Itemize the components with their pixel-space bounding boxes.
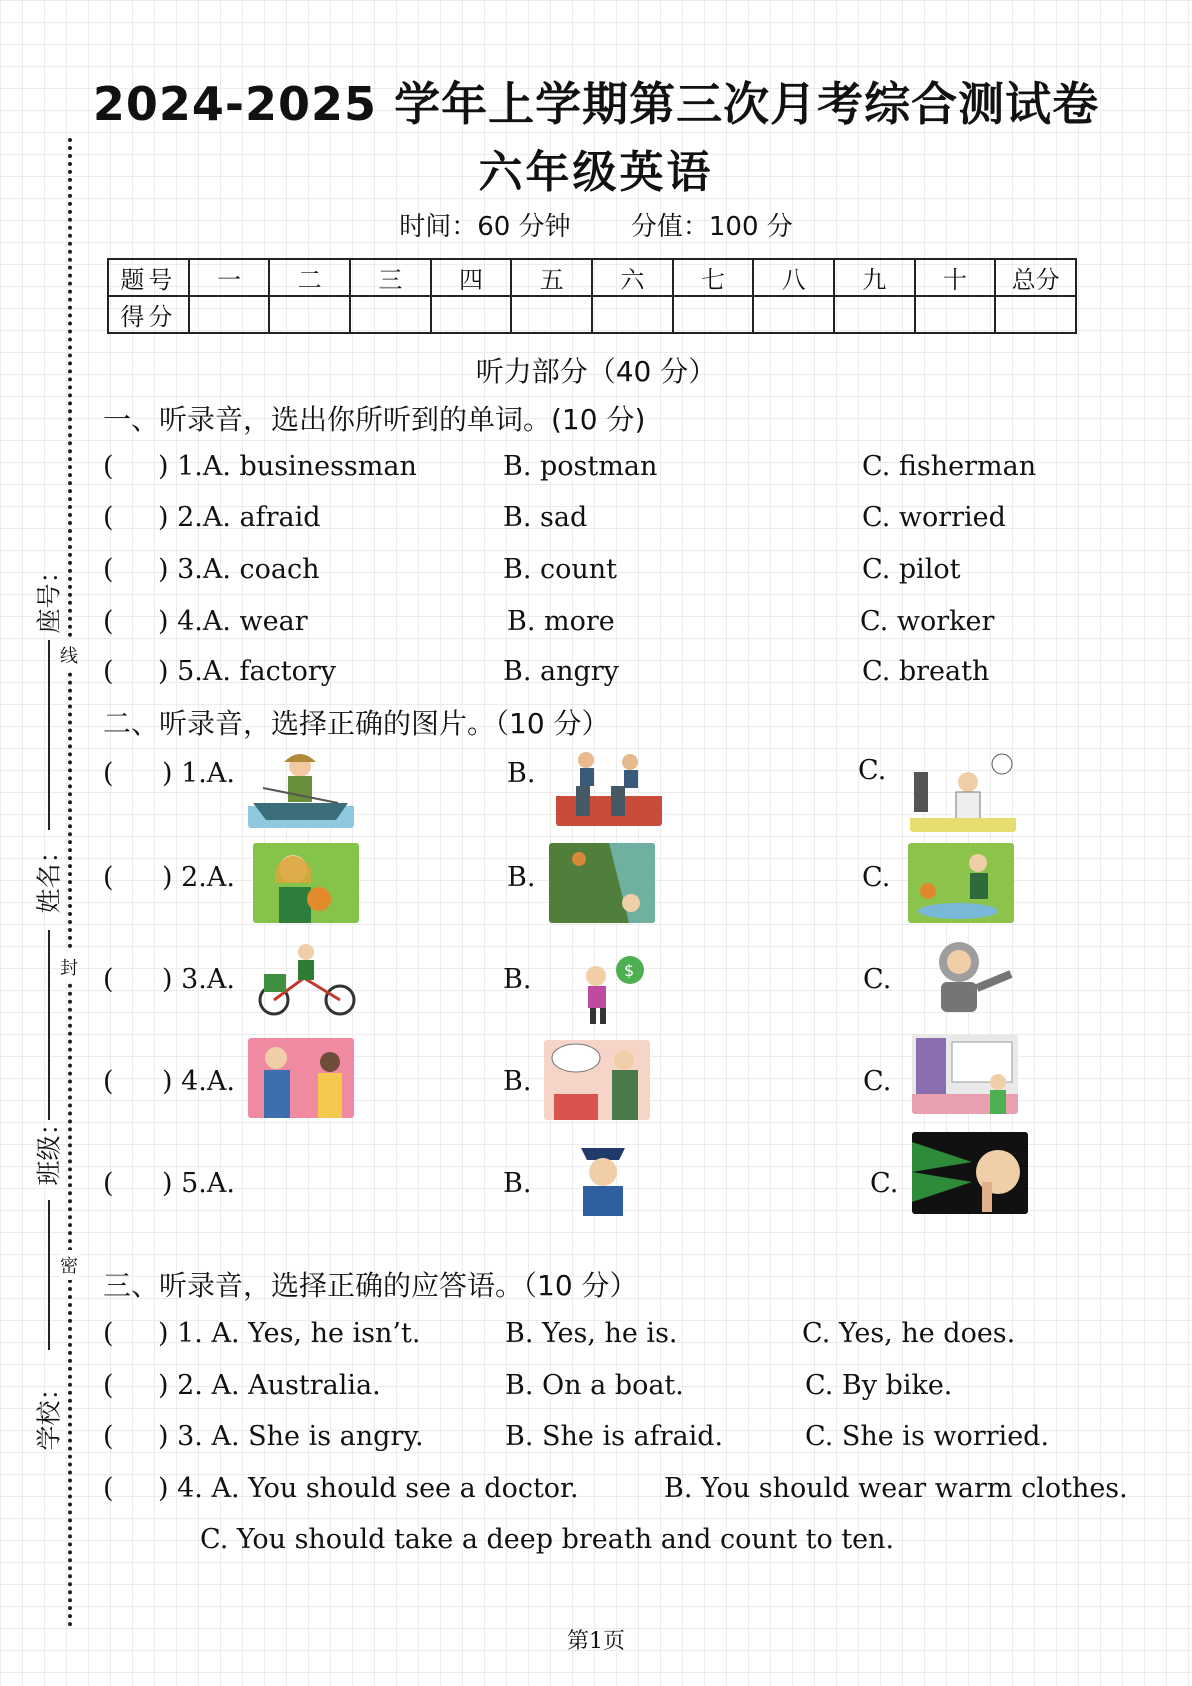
police-officer-picture[interactable] <box>555 1138 661 1218</box>
s2-q5-a: ) 5.A. <box>162 1168 235 1199</box>
s1-paren[interactable]: ( <box>103 451 114 482</box>
s1-q4-c: C. worker <box>860 606 995 637</box>
listening-heading: 听力部分（40 分） <box>475 355 717 388</box>
s2-q5-b: B. <box>503 1168 532 1199</box>
woman-at-window-picture[interactable] <box>912 1034 1018 1114</box>
binding-word-seal: 封 <box>60 952 78 982</box>
s2-q3-c: C. <box>863 964 892 995</box>
s2-paren[interactable]: ( <box>103 862 114 893</box>
s3-q4-b: B. You should wear warm clothes. <box>664 1473 1128 1504</box>
score-col: 八 <box>753 259 834 296</box>
s1-paren[interactable]: ( <box>103 656 114 687</box>
s2-q4-a: ) 4.A. <box>162 1066 235 1097</box>
page-number: 第1页 <box>567 1629 625 1654</box>
teacher-and-student-picture[interactable] <box>544 1040 650 1120</box>
s3-paren[interactable]: ( <box>103 1473 114 1504</box>
binding-word-line: 线 <box>60 640 78 670</box>
score-table-row2-label: 得分 <box>108 296 189 333</box>
score-col: 十 <box>915 259 996 296</box>
s1-q3-c: C. pilot <box>862 554 961 585</box>
binding-word-secret: 密 <box>60 1250 78 1280</box>
score-col: 三 <box>350 259 431 296</box>
section2-title: 二、听录音，选择正确的图片。（10 分） <box>103 707 610 740</box>
s2-q1-a: ) 1.A. <box>162 758 235 789</box>
score-col: 二 <box>269 259 350 296</box>
s1-paren[interactable]: ( <box>103 502 114 533</box>
score-cell[interactable] <box>511 296 592 333</box>
score-col: 七 <box>673 259 754 296</box>
seat-label: 座号： <box>34 558 64 634</box>
fisherman-picture[interactable] <box>248 748 354 828</box>
score-col: 六 <box>592 259 673 296</box>
svg-text:$: $ <box>624 961 635 980</box>
score-table-score-row <box>108 296 1076 333</box>
s1-q4-b: B. more <box>507 606 615 637</box>
cat-in-tree-picture[interactable] <box>549 843 655 923</box>
s1-q2-a: ) 2.A. afraid <box>158 502 321 533</box>
score-col: 五 <box>511 259 592 296</box>
s1-q5-a: ) 5.A. factory <box>158 656 337 687</box>
score-cell[interactable] <box>753 296 834 333</box>
s2-q1-c: C. <box>858 755 887 786</box>
s2-q2-a: ) 2.A. <box>162 862 235 893</box>
section3-title: 三、听录音，选择正确的应答语。（10 分） <box>103 1269 638 1302</box>
s1-q3-a: ) 3.A. coach <box>158 554 320 585</box>
s2-paren[interactable]: ( <box>103 1168 114 1199</box>
s1-q2-b: B. sad <box>503 502 588 533</box>
seat-blank[interactable] <box>48 640 50 830</box>
s1-paren[interactable]: ( <box>103 606 114 637</box>
score-cell[interactable] <box>269 296 350 333</box>
name-blank[interactable] <box>48 930 50 1120</box>
girl-and-cat-by-pond-picture[interactable] <box>908 843 1014 923</box>
name-label: 姓名： <box>34 838 64 914</box>
s3-q3-a: ) 3. A. She is angry. <box>158 1421 424 1452</box>
s2-q2-b: B. <box>507 862 536 893</box>
s1-q4-a: ) 4.A. wear <box>158 606 308 637</box>
s1-q5-c: C. breath <box>862 656 990 687</box>
factory-workers-picture[interactable] <box>556 746 662 826</box>
s1-q1-a: ) 1.A. businessman <box>158 451 417 482</box>
s3-paren[interactable]: ( <box>103 1370 114 1401</box>
score-col: 四 <box>431 259 512 296</box>
score-cell[interactable] <box>834 296 915 333</box>
s1-q2-c: C. worried <box>862 502 1006 533</box>
score-table <box>107 258 1077 334</box>
s3-q3-b: B. She is afraid. <box>505 1421 724 1452</box>
score-table-row1-label: 题号 <box>108 259 189 296</box>
s2-q3-a: ) 3.A. <box>162 964 235 995</box>
astronaut-picture[interactable] <box>911 938 1017 1018</box>
s2-paren[interactable]: ( <box>103 758 114 789</box>
class-blank[interactable] <box>48 1200 50 1350</box>
s1-q3-b: B. count <box>503 554 618 585</box>
s3-q1-b: B. Yes, he is. <box>505 1318 678 1349</box>
s3-q2-b: B. On a boat. <box>505 1370 684 1401</box>
exam-title: 2024-2025 学年上学期第三次月考综合测试卷 <box>92 77 1100 131</box>
score-col: 九 <box>834 259 915 296</box>
score-cell[interactable] <box>431 296 512 333</box>
s1-q1-c: C. fisherman <box>862 451 1037 482</box>
school-label: 学校： <box>34 1375 64 1451</box>
s2-q5-c: C. <box>870 1168 899 1199</box>
s3-q2-c: C. By bike. <box>805 1370 953 1401</box>
s3-paren[interactable]: ( <box>103 1421 114 1452</box>
exam-time: 时间：60 分钟 <box>399 212 571 242</box>
score-cell[interactable] <box>592 296 673 333</box>
score-col: 总分 <box>995 259 1076 296</box>
s3-paren[interactable]: ( <box>103 1318 114 1349</box>
s3-q2-a: ) 2. A. Australia. <box>158 1370 381 1401</box>
class-label: 班级： <box>34 1110 64 1186</box>
s2-q4-b: B. <box>503 1066 532 1097</box>
score-col: 一 <box>189 259 270 296</box>
s2-q3-b: B. <box>503 964 532 995</box>
s3-q3-c: C. She is worried. <box>805 1421 1050 1452</box>
wiping-tears-picture[interactable] <box>912 1132 1028 1214</box>
s2-q4-c: C. <box>863 1066 892 1097</box>
exam-meta <box>0 206 1192 243</box>
section1-title: 一、听录音，选出你所听到的单词。(10 分) <box>103 403 646 436</box>
two-men-talking-picture[interactable] <box>248 1038 354 1118</box>
score-cell[interactable] <box>189 296 270 333</box>
s2-q2-c: C. <box>862 862 891 893</box>
s2-paren[interactable]: ( <box>103 1066 114 1097</box>
score-cell[interactable] <box>350 296 431 333</box>
s3-q4-a: ) 4. A. You should see a doctor. <box>158 1473 579 1504</box>
s3-q1-a: ) 1. A. Yes, he isn’t. <box>158 1318 421 1349</box>
postman-on-bike-picture[interactable] <box>254 938 360 1018</box>
s3-q4-c: C. You should take a deep breath and count to ten. <box>200 1524 895 1555</box>
exam-score-value: 分值：100 分 <box>630 212 793 242</box>
girl-with-cat-picture[interactable] <box>253 843 359 923</box>
score-table-header-row <box>108 259 1076 296</box>
exam-subtitle: 六年级英语 <box>478 147 714 198</box>
boy-with-money-bag-picture[interactable] <box>560 948 666 1028</box>
s1-paren[interactable]: ( <box>103 554 114 585</box>
scientist-picture[interactable] <box>910 752 1016 832</box>
score-cell[interactable] <box>915 296 996 333</box>
s3-q1-c: C. Yes, he does. <box>802 1318 1016 1349</box>
score-cell[interactable] <box>995 296 1076 333</box>
s1-q5-b: B. angry <box>503 656 619 687</box>
s2-q1-b: B. <box>507 758 536 789</box>
s2-paren[interactable]: ( <box>103 964 114 995</box>
s1-q1-b: B. postman <box>503 451 658 482</box>
score-cell[interactable] <box>673 296 754 333</box>
